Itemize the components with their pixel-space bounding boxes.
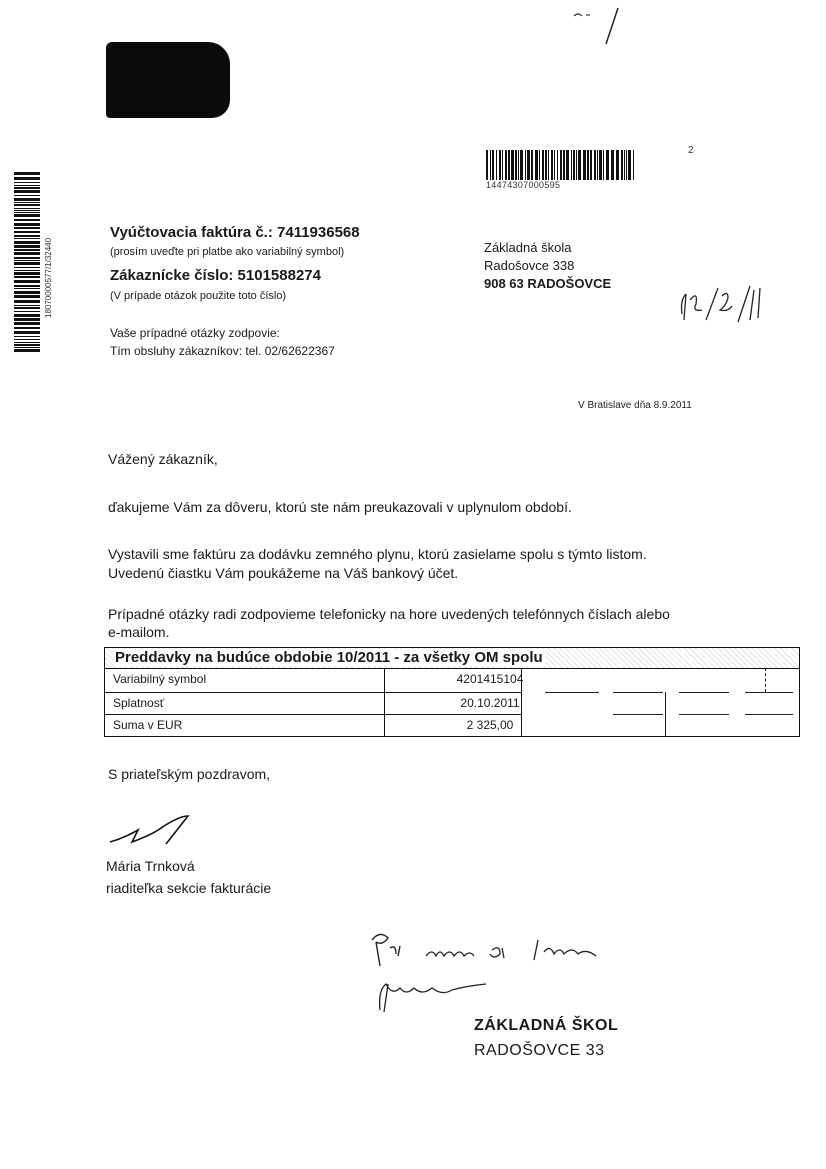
barcode-bar	[496, 150, 497, 180]
barcode-bar	[14, 195, 40, 196]
barcode-bar	[14, 262, 40, 265]
row-value: 4201415104	[456, 672, 524, 686]
barcode-bar	[587, 150, 589, 180]
barcode-bar	[14, 280, 40, 283]
empty-line	[613, 714, 663, 715]
barcode-bar	[616, 150, 619, 180]
table-heading-row	[105, 648, 799, 669]
barcode-bar	[626, 150, 627, 180]
recipient-line-2: Radošovce 338	[484, 258, 575, 273]
questions-line-1: Vaše prípadné otázky zodpovie:	[110, 326, 280, 340]
table-row	[105, 669, 799, 692]
table-row	[105, 715, 799, 738]
side-code: 18070000577/1/32440	[44, 237, 53, 318]
closing-phrase: S priateľským pozdravom,	[108, 766, 271, 782]
barcode-bar	[599, 150, 602, 180]
barcode-bar	[14, 177, 40, 180]
barcode-bar	[502, 150, 503, 180]
row-label: Variabilný symbol	[113, 672, 207, 686]
barcode-bar	[14, 267, 40, 268]
barcode-bar	[14, 241, 40, 244]
row-value: 20.10.2011	[460, 696, 520, 710]
barcode-bar	[578, 150, 581, 180]
barcode-bar	[14, 339, 40, 340]
barcode-bar	[597, 150, 598, 180]
column-divider	[521, 668, 522, 737]
advance-payments-table	[104, 647, 800, 737]
paragraph-contact-line-1: Prípadné otázky radi zodpovieme telefonicky na hore uvedených telefónnych číslach alebo	[108, 606, 670, 622]
barcode-bar	[14, 331, 40, 334]
place-and-date: V Bratislave dňa 8.9.2011	[578, 400, 692, 411]
empty-line	[613, 692, 663, 693]
barcode-bar	[499, 150, 501, 180]
barcode-bar	[14, 311, 40, 312]
handwritten-date	[676, 280, 772, 332]
table-row	[105, 693, 799, 716]
row-label: Suma v EUR	[113, 718, 183, 732]
barcode-bar	[576, 150, 577, 180]
barcode-bar	[14, 249, 40, 251]
barcode-bar	[14, 285, 40, 287]
barcode-bar	[525, 150, 526, 180]
barcode-bar	[14, 219, 40, 221]
empty-line	[545, 692, 599, 693]
barcode-bar	[14, 208, 40, 209]
barcode-bar	[14, 347, 40, 348]
recipient-line-3: 908 63 RADOŠOVCE	[484, 276, 612, 291]
barcode-bar	[531, 150, 533, 180]
barcode-bar	[14, 305, 40, 306]
barcode-bar	[14, 272, 40, 275]
barcode-bar	[14, 344, 40, 346]
barcode-bar	[14, 276, 40, 278]
barcode-bar	[14, 187, 40, 189]
paragraph-invoice-line-2: Uvedenú čiastku Vám poukážeme na Váš bankový účet.	[108, 565, 459, 581]
questions-line-2: Tím obsluhy zákazníkov: tel. 02/62622367	[110, 344, 335, 358]
empty-line	[745, 692, 793, 693]
barcode-bar	[14, 342, 40, 343]
paragraph-invoice-line-1: Vystavili sme faktúru za dodávku zemného plynu, ktorú zasielame spolu s týmto listom.	[108, 546, 647, 562]
barcode-bar	[14, 318, 40, 321]
barcode-bar	[14, 291, 40, 294]
signature-icon	[104, 812, 200, 852]
barcode-bar	[14, 235, 40, 237]
barcode-bar	[545, 150, 547, 180]
barcode-bar	[548, 150, 549, 180]
barcode-bar	[633, 150, 634, 180]
invoice-number-note: (prosím uveďte pri platbe ako variabilný symbol)	[110, 246, 345, 258]
barcode-bar	[527, 150, 530, 180]
barcode-bar	[508, 150, 510, 180]
empty-line	[679, 692, 729, 693]
barcode-bar	[603, 150, 604, 180]
barcode-bar	[624, 150, 625, 180]
column-divider	[665, 692, 666, 737]
invoice-number-title: Vyúčtovacia faktúra č.: 7411936568	[110, 224, 360, 241]
barcode-bar	[14, 190, 40, 193]
paragraph-thanks: ďakujeme Vám za dôveru, ktorú ste nám preukazovali v uplynulom období.	[108, 499, 572, 515]
customer-number-note: (V prípade otázok použite toto číslo)	[110, 290, 287, 302]
barcode-bar	[515, 150, 517, 180]
barcode-bar	[14, 314, 40, 317]
barcode-bar	[520, 150, 523, 180]
barcode-bar	[571, 150, 572, 180]
barcode-bar	[505, 150, 507, 180]
barcode-bar	[621, 150, 623, 180]
barcode-bar	[14, 257, 40, 259]
row-label: Splatnosť	[113, 696, 165, 710]
barcode-bar	[14, 238, 40, 239]
barcode-number: 14474307000595	[486, 180, 561, 190]
barcode-bar	[486, 150, 488, 180]
signatory-name: Mária Trnková	[106, 858, 195, 874]
barcode-bar	[14, 300, 40, 303]
barcode-bar	[583, 150, 586, 180]
redacted-logo	[106, 42, 230, 118]
barcode-bar	[14, 231, 40, 233]
table-heading: Preddavky na budúce obdobie 10/2011 - za všetky OM spolu	[115, 649, 543, 666]
barcode-bar	[542, 150, 544, 180]
barcode-bar	[539, 150, 540, 180]
barcode-bar	[560, 150, 562, 180]
barcode-bar	[566, 150, 569, 180]
barcode-bar	[14, 295, 40, 298]
barcode-bar	[14, 245, 40, 248]
side-barcode-icon	[14, 172, 40, 352]
barcode-bar	[14, 227, 40, 229]
recipient-line-1: Základná škola	[484, 240, 572, 255]
barcode-bar	[518, 150, 519, 180]
paragraph-contact-line-2: e-mailom.	[108, 624, 170, 640]
barcode-bar	[554, 150, 555, 180]
column-divider	[384, 668, 385, 737]
barcode-bar	[14, 252, 40, 255]
barcode-bar	[14, 198, 40, 201]
stamp-line-1: ZÁKLADNÁ ŠKOL	[474, 1017, 619, 1034]
barcode-bar	[551, 150, 553, 180]
handwritten-note	[366, 926, 636, 1018]
barcode-bar	[628, 150, 631, 180]
barcode-bar	[14, 327, 40, 329]
page-number: 2	[688, 145, 694, 156]
empty-line	[679, 714, 729, 715]
barcode-bar	[14, 204, 40, 206]
customer-number-title: Zákaznícke číslo: 5101588274	[110, 267, 321, 284]
barcode-bar	[14, 322, 40, 325]
barcode-bar	[563, 150, 565, 180]
barcode-bar	[14, 336, 40, 337]
greeting: Vážený zákazník,	[108, 451, 218, 467]
signatory-role: riaditeľka sekcie fakturácie	[106, 880, 272, 896]
empty-line	[745, 714, 793, 715]
barcode-bar	[490, 150, 491, 180]
barcode-bar	[590, 150, 592, 180]
barcode-bar	[14, 307, 40, 309]
row-value: 2 325,00	[466, 718, 514, 732]
barcode-bar	[14, 270, 40, 271]
barcode-bar	[14, 349, 40, 352]
barcode-bar	[14, 214, 40, 217]
barcode-bar	[14, 185, 40, 186]
barcode-bar	[573, 150, 575, 180]
barcode-bar	[14, 202, 40, 203]
barcode-bar	[611, 150, 614, 180]
barcode-bar	[14, 182, 40, 183]
barcode-bar	[606, 150, 609, 180]
barcode-bar	[492, 150, 494, 180]
barcode-bar	[14, 288, 40, 289]
barcode-bar	[14, 212, 40, 213]
barcode-bar	[511, 150, 514, 180]
stamp-line-2: RADOŠOVCE 33	[474, 1042, 605, 1059]
barcode-bar	[594, 150, 596, 180]
handwritten-mark	[560, 6, 650, 46]
barcode-bar	[14, 223, 40, 226]
barcode-bar	[557, 150, 558, 180]
column-divider	[765, 668, 766, 692]
barcode-bar	[535, 150, 538, 180]
barcode-bar	[14, 260, 40, 261]
barcode-bar	[14, 210, 40, 211]
barcode-bar	[14, 172, 40, 175]
barcode-icon	[486, 150, 634, 180]
